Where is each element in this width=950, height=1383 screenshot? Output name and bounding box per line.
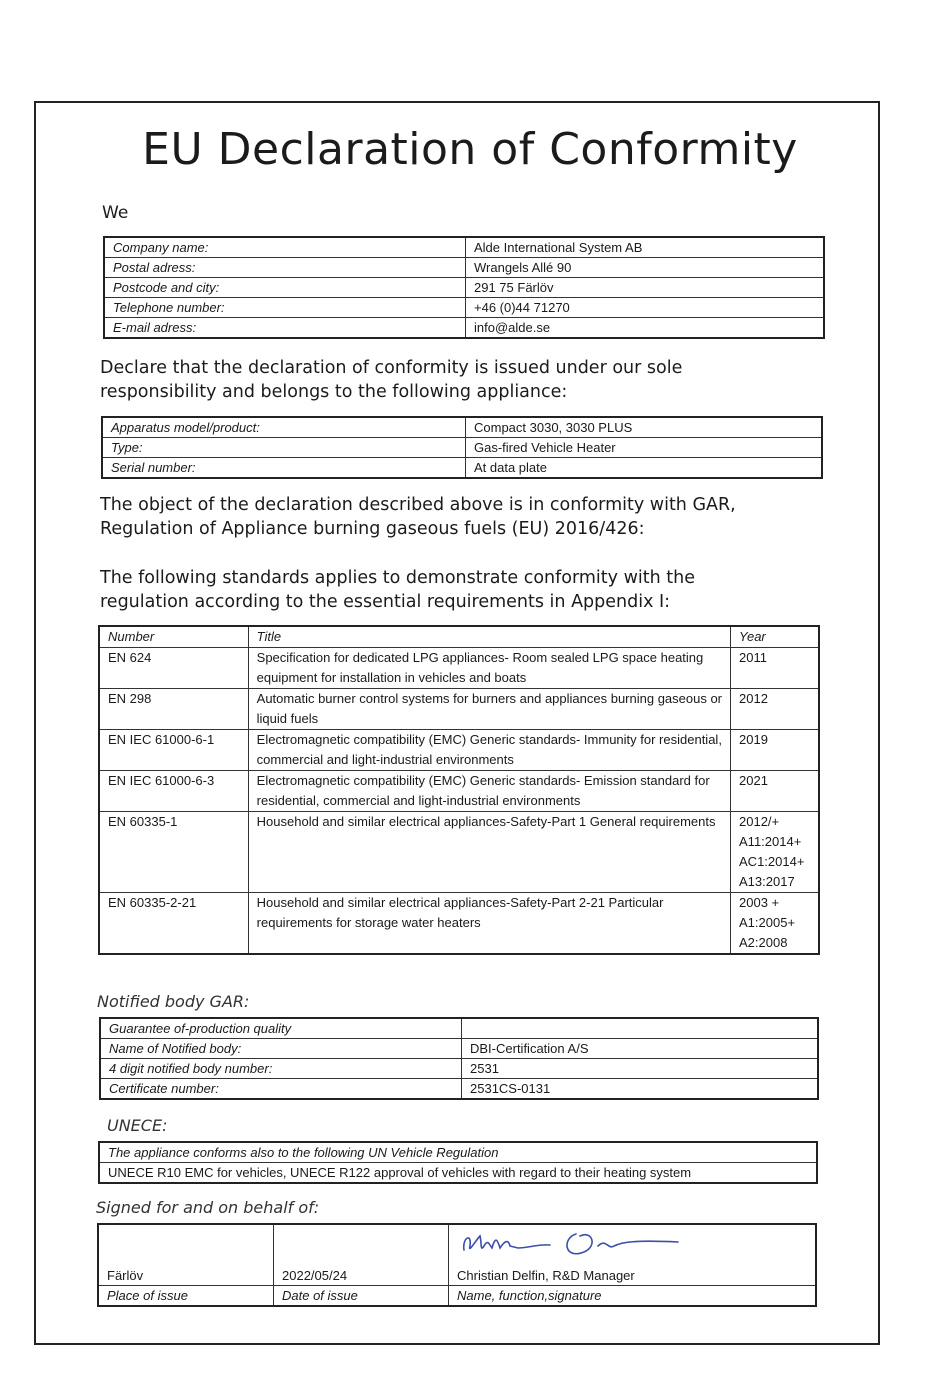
table-row	[102, 438, 822, 458]
table-row	[102, 458, 822, 479]
standard-number: EN IEC 61000-6-1	[99, 730, 248, 771]
standard-number: EN IEC 61000-6-3	[99, 771, 248, 812]
title-header: Title	[248, 626, 730, 648]
standard-title: Specification for dedicated LPG appliances- Room sealed LPG space heating equipment for installation in vehicles and boats	[248, 648, 730, 689]
standard-year: 2021	[731, 771, 819, 812]
table-row	[99, 1142, 817, 1163]
email-value: info@alde.se	[466, 318, 825, 339]
table-row	[98, 1224, 816, 1286]
document-title: EU Declaration of Conformity	[142, 124, 798, 175]
year-header: Year	[731, 626, 819, 648]
name-value: Christian Delfin, R&D Manager	[449, 1224, 817, 1286]
type-label: Type:	[102, 438, 466, 458]
apparatus-label: Apparatus model/product:	[102, 417, 466, 438]
table-header-row	[99, 626, 819, 648]
unece-heading: UNECE:	[107, 1116, 168, 1135]
standard-year: 2012	[731, 689, 819, 730]
declare-heading: Declare that the declaration of conformity is issued under our sole responsibility and belongs to the following appliance:	[100, 358, 683, 402]
serial-value: At data plate	[466, 458, 823, 479]
postcode-city-label: Postcode and city:	[104, 278, 466, 298]
place-value: Färlöv	[98, 1224, 274, 1286]
table-row	[104, 318, 824, 339]
standard-title: Automatic burner control systems for burners and appliances burning gaseous or liquid fuels	[248, 689, 730, 730]
handwritten-signature	[458, 1224, 698, 1264]
standard-number: EN 624	[99, 648, 248, 689]
company-name-value: Alde International System AB	[466, 237, 825, 258]
table-row	[104, 298, 824, 318]
table-row	[99, 1163, 817, 1184]
date-label: Date of issue	[274, 1286, 449, 1307]
notified-body-name-value: DBI-Certification A/S	[462, 1039, 819, 1059]
table-row	[104, 278, 824, 298]
standards-heading: The following standards applies to demonstrate conformity with the regulation according to the essential requirements in Appendix I:	[100, 568, 695, 612]
number-header: Number	[99, 626, 248, 648]
standard-year: 2019	[731, 730, 819, 771]
we-label: We	[102, 203, 129, 223]
table-row	[99, 730, 819, 771]
notified-body-number-label: 4 digit notified body number:	[100, 1059, 462, 1079]
table-row	[99, 771, 819, 812]
object-heading: The object of the declaration described above is in conformity with GAR, Regulation of Appliance burning gaseous fuels (EU) 2016/426:	[100, 495, 736, 539]
postal-address-value: Wrangels Allé 90	[466, 258, 825, 278]
notified-body-name-label: Name of Notified body:	[100, 1039, 462, 1059]
telephone-label: Telephone number:	[104, 298, 466, 318]
standard-number: EN 60335-1	[99, 812, 248, 893]
postal-address-label: Postal adress:	[104, 258, 466, 278]
signed-heading: Signed for and on behalf of:	[96, 1198, 320, 1217]
standard-number: EN 298	[99, 689, 248, 730]
table-row	[100, 1059, 818, 1079]
quality-label: Guarantee of-production quality	[100, 1018, 462, 1039]
standard-title: Electromagnetic compatibility (EMC) Generic standards- Emission standard for residential, commercial and light-industrial environments	[248, 771, 730, 812]
table-row	[104, 258, 824, 278]
standard-title: Electromagnetic compatibility (EMC) Generic standards- Immunity for residential, commercial and light-industrial environments	[248, 730, 730, 771]
standard-year: 2011	[731, 648, 819, 689]
company-name-label: Company name:	[104, 237, 466, 258]
appliance-table	[101, 416, 823, 479]
signature-table	[97, 1223, 817, 1307]
table-row	[104, 237, 824, 258]
type-value: Gas-fired Vehicle Heater	[466, 438, 823, 458]
standard-year: 2012/+ A11:2014+ AC1:2014+ A13:2017	[731, 812, 819, 893]
standard-number: EN 60335-2-21	[99, 893, 248, 955]
place-label: Place of issue	[98, 1286, 274, 1307]
table-row	[100, 1018, 818, 1039]
apparatus-value: Compact 3030, 3030 PLUS	[466, 417, 823, 438]
notified-body-number-value: 2531	[462, 1059, 819, 1079]
table-row	[100, 1039, 818, 1059]
unece-label: The appliance conforms also to the following UN Vehicle Regulation	[99, 1142, 817, 1163]
table-row	[102, 417, 822, 438]
company-table	[103, 236, 825, 339]
table-row	[99, 648, 819, 689]
standard-title: Household and similar electrical appliances-Safety-Part 2-21 Particular requirements for storage water heaters	[248, 893, 730, 955]
table-row	[99, 812, 819, 893]
standard-title: Household and similar electrical appliances-Safety-Part 1 General requirements	[248, 812, 730, 893]
table-row	[100, 1079, 818, 1100]
unece-value: UNECE R10 EMC for vehicles, UNECE R122 approval of vehicles with regard to their heating system	[99, 1163, 817, 1184]
serial-label: Serial number:	[102, 458, 466, 479]
table-row	[99, 893, 819, 955]
notified-body-table	[99, 1017, 819, 1100]
name-label: Name, function,signature	[449, 1286, 817, 1307]
table-row	[98, 1286, 816, 1307]
certificate-number-value: 2531CS-0131	[462, 1079, 819, 1100]
certificate-number-label: Certificate number:	[100, 1079, 462, 1100]
standard-year: 2003 + A1:2005+ A2:2008	[731, 893, 819, 955]
postcode-city-value: 291 75 Färlöv	[466, 278, 825, 298]
table-row	[99, 689, 819, 730]
quality-value	[462, 1018, 819, 1039]
notified-body-heading: Notified body GAR:	[97, 992, 250, 1011]
unece-table	[98, 1141, 818, 1184]
telephone-value: +46 (0)44 71270	[466, 298, 825, 318]
standards-table	[98, 625, 820, 955]
date-value: 2022/05/24	[274, 1224, 449, 1286]
email-label: E-mail adress:	[104, 318, 466, 339]
